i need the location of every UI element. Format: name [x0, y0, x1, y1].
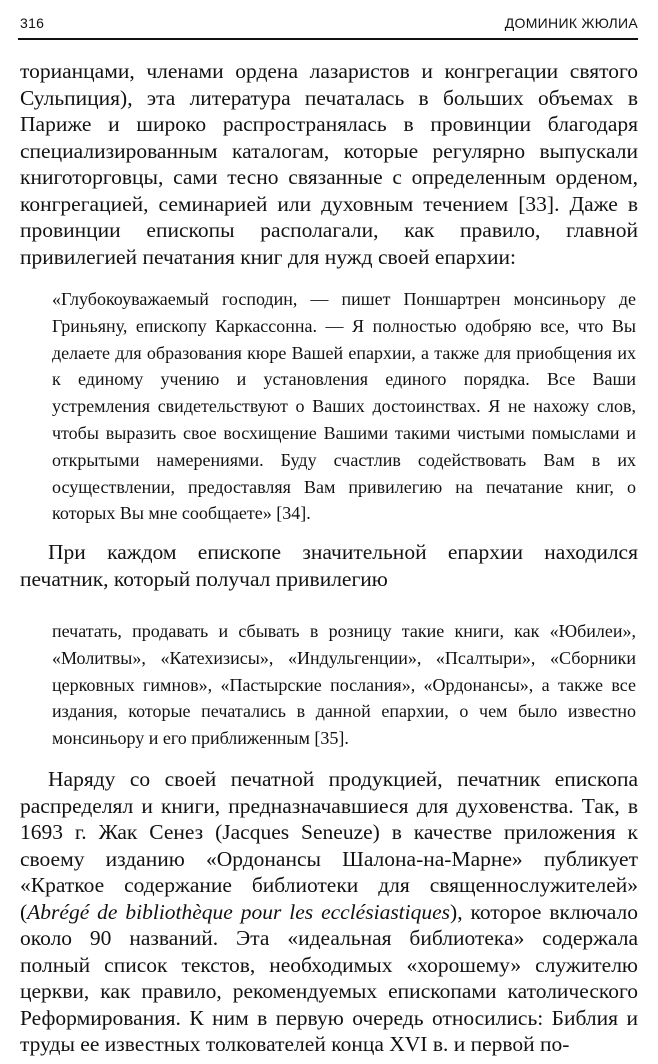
- block-quote-2: печатать, продавать и сбывать в розницу такие книги, как «Юбилеи», «Молитвы», «Катехизисы», «Индульгенции», «Псалтыри», «Сборники церковных гимнов», «Пастырские послания», «Ордонансы», а также все издания, которые печатались в данной епархии, о чем было известно монсиньору и его приближенным [35].: [52, 621, 636, 749]
- paragraph-3: [20, 766, 638, 1058]
- page-header: [18, 12, 638, 40]
- page-number: 316: [20, 15, 45, 31]
- paragraph-2: При каждом епископе значительной епархии находился печатник, который получал привилегию: [20, 540, 638, 591]
- paragraph-1: торианцами, членами ордена лазаристов и конгрегации святого Сульпиция), эта литература печаталась в больших объемах в Париже и широко распространялась в провинции благодаря специализированным каталогам, которые регулярно выпускали книготорговцы, сами тесно связанные с определенным орденом, конгрегацией, семинарией или духовным течением [33]. Даже в провинции епископы располагали, как правило, главной привилегией печатания книг для нужд своей епархии:: [20, 59, 638, 269]
- book-title-italic: Abrégé de bibliothèque pour les ecclésiastiques: [27, 899, 451, 924]
- paragraph-3-text-start: Наряду со своей печатной продукцией, печатник епископа распределял и книги, предназначавшиеся для духовенства. Так, в 1693 г. Жак Сенез (Jacques Seneuze) в качестве приложения к своему изданию «Ордонансы Шалона-на-Марне» публикует «Краткое содержание библиотеки для священнослужителей» (: [20, 767, 638, 924]
- running-head: ДОМИНИК ЖЮЛИА: [504, 15, 638, 31]
- paragraph-3-text-end: ), которое включало около 90 названий. Эта «идеальная библиотека» содержала полный список текстов, необходимых «хорошему» служителю церкви, как правило, рекомендуемых епископами католического Реформирования. К ним в первую очередь относились: Библия и труды ее известных толкователей конца XVI в. и первой по-: [20, 899, 638, 1056]
- block-quote-1: «Глубокоуважаемый господин, — пишет Поншартрен монсиньору де Гриньяну, епископу Каркассонна. — Я полностью одобряю все, что Вы делаете для образования кюре Вашей епархии, а также для приобщения их к единому учению и установления единого порядка. Все Ваши устремления свидетельствуют о Ваших достоинствах. Я не нахожу слов, чтобы выразить свое восхищение Вашими такими чистыми помыслами и открытыми намерениями. Буду счастлив содействовать Вам в их осуществлении, предоставляя Вам привилегию на печатание книг, о которых Вы мне сообщаете» [34].: [52, 289, 636, 524]
